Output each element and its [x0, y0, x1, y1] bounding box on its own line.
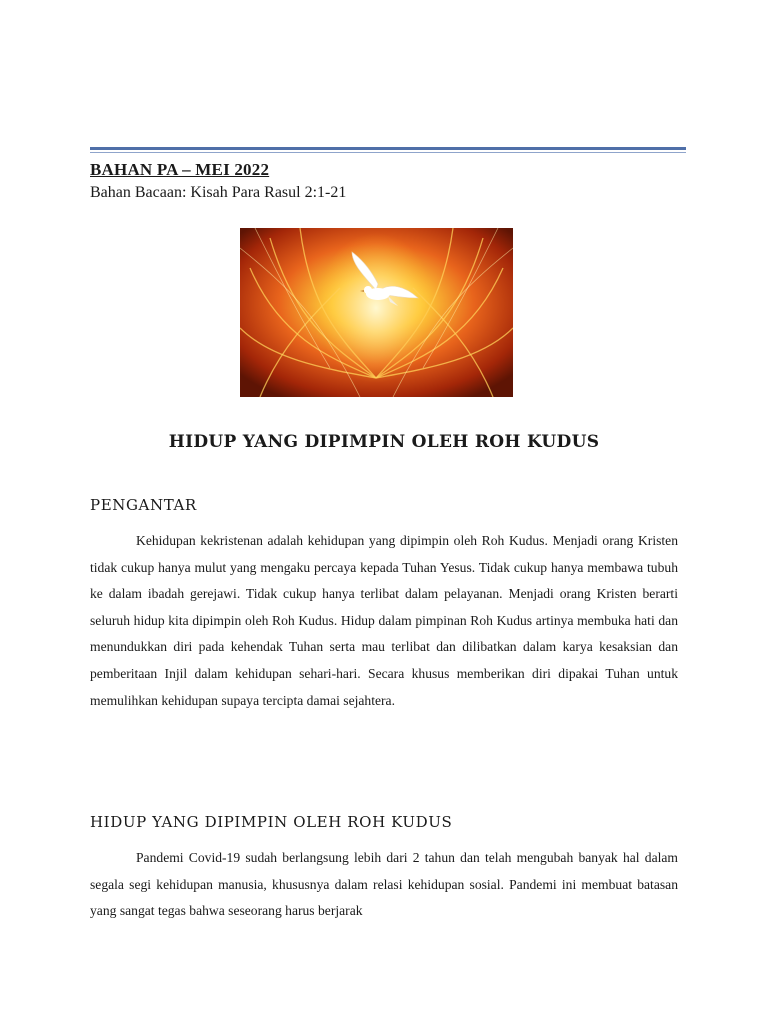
divider-thin-line — [90, 152, 686, 153]
divider-thick-line — [90, 147, 686, 150]
document-title: BAHAN PA – MEI 2022 — [90, 160, 270, 179]
paragraph-hidup: Pandemi Covid-19 sudah berlangsung lebih dari 2 tahun dan telah mengubah banyak hal dalam segala segi kehidupan manusia, khususnya dalam relasi kehidupan sosial. Pandemi ini membuat batasan yang sangat tegas bahwa seseorang harus berjarak — [90, 850, 678, 919]
main-heading: HIDUP YANG DIPIMPIN OLEH ROH KUDUS — [168, 432, 600, 452]
paragraph-pengantar: Kehidupan kekristenan adalah kehidupan yang dipimpin oleh Roh Kudus. Menjadi orang Kristen tidak cukup hanya mulut yang mengaku percaya kepada Tuhan Yesus. Tidak cukup hanya membawa tubuh ke dalam ibadah gerejawi. Tidak cukup hanya terlibat dalam pelayanan. Menjadi orang Kristen berarti seluruh hidup kita dipimpin oleh Roh Kudus. Hidup dalam pimpinan Roh Kudus artinya membuka hati dan menundukkan diri pada kehendak Tuhan serta mau terlibat dan dilibatkan dalam karya kesaksian dan pemberitaan Injil dalam kehidupan sehari-hari. Secara khusus memberikan diri dipakai Tuhan untuk memulihkan kehidupan supaya tercipta damai sejahtera. — [90, 533, 678, 708]
section-heading-pengantar: PENGANTAR — [90, 496, 197, 514]
document-subtitle: Bahan Bacaan: Kisah Para Rasul 2:1-21 — [90, 184, 347, 201]
section-heading-hidup: HIDUP YANG DIPIMPIN OLEH ROH KUDUS — [90, 813, 453, 831]
dove-flame-image — [240, 228, 513, 397]
dove-flame-illustration — [240, 228, 513, 397]
header-divider — [90, 147, 686, 155]
